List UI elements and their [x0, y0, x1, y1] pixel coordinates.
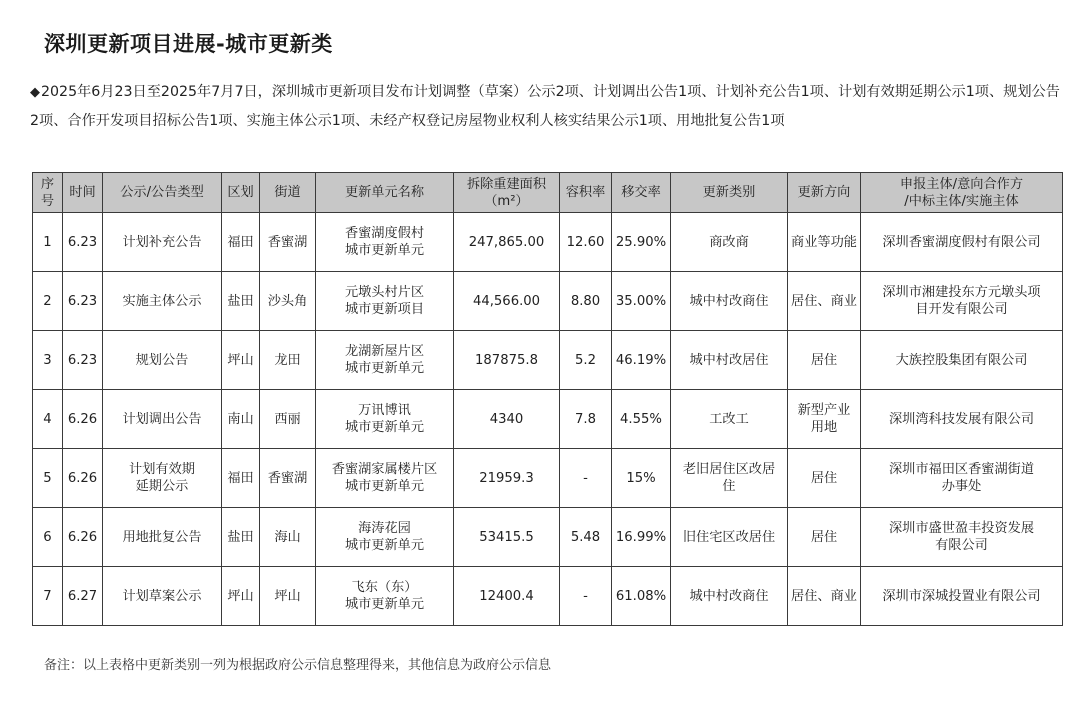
cell-direction	[788, 508, 861, 567]
header-subject	[861, 173, 1063, 213]
cell-type-text: 规划公告	[135, 352, 189, 368]
cell-transfer	[612, 213, 671, 272]
cell-category	[671, 331, 788, 390]
cell-subject-text: 深圳市福田区香蜜湖街道	[888, 462, 1035, 477]
cell-type	[103, 331, 222, 390]
cell-unit	[316, 272, 454, 331]
cell-category-text: 城中村改商住	[689, 588, 769, 604]
cell-area	[454, 390, 560, 449]
cell-unit	[316, 331, 454, 390]
cell-date	[63, 213, 103, 272]
cell-subject-text: 深圳湾科技发展有限公司	[888, 411, 1035, 427]
cell-transfer-text: 46.19%	[615, 352, 667, 368]
cell-subject-text: 深圳香蜜湖度假村有限公司	[882, 234, 1041, 250]
cell-far	[560, 331, 612, 390]
cell-type-text: 计划调出公告	[122, 411, 202, 427]
cell-district	[222, 567, 260, 626]
table-row	[33, 508, 1063, 567]
cell-type	[103, 272, 222, 331]
cell-category	[671, 213, 788, 272]
cell-unit-text: 龙湖新屋片区	[344, 344, 425, 359]
cell-direction-text: 居住、商业	[791, 293, 857, 309]
cell-far-text: 5.2	[575, 352, 596, 368]
cell-type	[103, 449, 222, 508]
cell-area-text: 12400.4	[479, 588, 534, 604]
cell-far	[560, 508, 612, 567]
cell-direction-text: 新型产业	[797, 403, 851, 418]
cell-district	[222, 331, 260, 390]
cell-unit-text: 海涛花园	[358, 521, 411, 536]
table-row	[33, 567, 1063, 626]
cell-unit	[316, 508, 454, 567]
cell-type-text: 计划有效期	[129, 462, 195, 477]
header-category: 更新类别	[671, 173, 788, 213]
cell-far	[560, 390, 612, 449]
cell-unit-text: 香蜜湖度假村	[344, 226, 425, 241]
cell-district	[222, 213, 260, 272]
page-title: 深圳更新项目进展-城市更新类	[44, 32, 333, 56]
cell-category	[671, 567, 788, 626]
cell-subject	[861, 449, 1063, 508]
cell-street	[260, 331, 316, 390]
cell-area	[454, 449, 560, 508]
cell-date-text: 6.26	[67, 411, 98, 427]
cell-date	[63, 508, 103, 567]
cell-date-text: 6.27	[67, 588, 98, 604]
cell-subject	[861, 213, 1063, 272]
cell-direction	[788, 331, 861, 390]
table-header-row	[33, 173, 1063, 213]
cell-district-text: 福田	[227, 470, 254, 486]
cell-far	[560, 213, 612, 272]
cell-street	[260, 567, 316, 626]
cell-date	[63, 567, 103, 626]
table-body	[33, 213, 1063, 626]
header-type: 公示/公告类型	[103, 173, 222, 213]
cell-no-text: 5	[43, 470, 52, 486]
cell-category-text: 旧住宅区改居住	[682, 529, 776, 545]
cell-transfer-text: 4.55%	[620, 411, 662, 427]
cell-unit-text: 元墩头村片区	[344, 285, 425, 300]
cell-subject	[861, 508, 1063, 567]
cell-street	[260, 272, 316, 331]
cell-category-text: 老旧居住区改居	[682, 462, 776, 477]
cell-category-text: 工改工	[709, 411, 749, 427]
header-area-line1: 拆除重建面积	[466, 176, 547, 192]
cell-far	[560, 567, 612, 626]
table-row	[33, 449, 1063, 508]
cell-no-text: 2	[43, 293, 52, 309]
cell-unit-text: 城市更新单元	[344, 243, 425, 258]
cell-type-text: 计划补充公告	[122, 234, 202, 250]
cell-date	[63, 272, 103, 331]
cell-far-text: -	[583, 470, 588, 486]
diamond-bullet-icon: ◆	[30, 85, 40, 100]
cell-direction	[788, 213, 861, 272]
cell-subject-text: 有限公司	[935, 538, 988, 553]
cell-no	[33, 567, 63, 626]
cell-date-text: 6.26	[67, 529, 98, 545]
header-unit: 更新单元名称	[316, 173, 454, 213]
header-area-line2: （m²）	[484, 193, 529, 209]
cell-area-text: 4340	[489, 411, 524, 427]
cell-unit-text: 城市更新单元	[344, 479, 425, 494]
cell-area	[454, 331, 560, 390]
cell-area-text: 53415.5	[479, 529, 534, 545]
cell-direction	[788, 272, 861, 331]
cell-date	[63, 449, 103, 508]
cell-unit-text: 城市更新项目	[344, 302, 425, 317]
cell-district-text: 坪山	[227, 588, 254, 604]
cell-no-text: 7	[43, 588, 52, 604]
cell-direction	[788, 390, 861, 449]
cell-transfer-text: 61.08%	[615, 588, 667, 604]
cell-far-text: -	[583, 588, 588, 604]
cell-no	[33, 390, 63, 449]
cell-unit-text: 城市更新单元	[344, 361, 425, 376]
cell-street	[260, 213, 316, 272]
cell-unit-text: 万讯博讯	[358, 403, 411, 418]
cell-area-text: 21959.3	[479, 470, 534, 486]
header-no: 序号	[33, 173, 63, 213]
cell-unit-text: 飞东（东）	[351, 580, 418, 595]
table-row	[33, 213, 1063, 272]
cell-transfer-text: 16.99%	[615, 529, 667, 545]
cell-no-text: 3	[43, 352, 52, 368]
cell-far-text: 12.60	[566, 234, 605, 250]
cell-street-text: 沙头角	[267, 293, 308, 309]
cell-far-text: 8.80	[570, 293, 601, 309]
cell-category-text: 商改商	[709, 234, 749, 250]
cell-transfer-text: 35.00%	[615, 293, 667, 309]
header-street: 街道	[260, 173, 316, 213]
header-district: 区划	[222, 173, 260, 213]
cell-transfer	[612, 390, 671, 449]
cell-subject	[861, 390, 1063, 449]
cell-district-text: 盐田	[227, 529, 254, 545]
cell-area	[454, 213, 560, 272]
cell-unit	[316, 213, 454, 272]
cell-far-text: 5.48	[570, 529, 601, 545]
cell-date-text: 6.23	[67, 352, 98, 368]
cell-subject	[861, 567, 1063, 626]
cell-category-text: 城中村改商住	[689, 293, 769, 309]
cell-district-text: 坪山	[227, 352, 254, 368]
cell-subject	[861, 331, 1063, 390]
cell-no-text: 1	[43, 234, 52, 250]
cell-date-text: 6.23	[67, 234, 98, 250]
cell-no	[33, 508, 63, 567]
cell-category	[671, 508, 788, 567]
cell-transfer	[612, 272, 671, 331]
cell-street	[260, 390, 316, 449]
cell-transfer	[612, 567, 671, 626]
cell-date-text: 6.23	[67, 293, 98, 309]
cell-district	[222, 449, 260, 508]
cell-no	[33, 449, 63, 508]
cell-area	[454, 272, 560, 331]
header-area	[454, 173, 560, 213]
cell-transfer-text: 25.90%	[615, 234, 667, 250]
cell-no-text: 4	[43, 411, 52, 427]
cell-area-text: 44,566.00	[472, 293, 541, 309]
cell-subject-text: 深圳市湘建投东方元墩头项	[882, 285, 1041, 300]
cell-district	[222, 390, 260, 449]
cell-area-text: 247,865.00	[468, 234, 545, 250]
cell-no	[33, 331, 63, 390]
cell-unit	[316, 449, 454, 508]
cell-subject-text: 深圳市盛世盈丰投资发展	[888, 521, 1035, 536]
cell-street	[260, 508, 316, 567]
cell-type	[103, 390, 222, 449]
cell-district	[222, 508, 260, 567]
cell-transfer	[612, 508, 671, 567]
cell-direction-text: 用地	[810, 420, 838, 435]
cell-far-text: 7.8	[575, 411, 596, 427]
cell-area-text: 187875.8	[475, 352, 538, 368]
cell-district-text: 盐田	[227, 293, 254, 309]
cell-direction-text: 居住、商业	[791, 588, 857, 604]
cell-date-text: 6.26	[67, 470, 98, 486]
cell-unit-text: 城市更新单元	[344, 597, 425, 612]
cell-type-text: 延期公示	[135, 479, 189, 494]
cell-district-text: 福田	[227, 234, 254, 250]
cell-area	[454, 567, 560, 626]
cell-subject-text: 大族控股集团有限公司	[895, 352, 1028, 368]
footnote: 备注：以上表格中更新类别一列为根据政府公示信息整理得来，其他信息为政府公示信息	[44, 658, 552, 673]
cell-unit	[316, 567, 454, 626]
cell-street-text: 坪山	[274, 588, 301, 604]
cell-type	[103, 213, 222, 272]
cell-category	[671, 390, 788, 449]
cell-street	[260, 449, 316, 508]
cell-direction	[788, 449, 861, 508]
cell-street-text: 香蜜湖	[267, 470, 308, 486]
cell-type-text: 实施主体公示	[122, 293, 202, 309]
cell-subject-text: 办事处	[941, 479, 982, 494]
cell-direction-text: 商业等功能	[791, 234, 857, 250]
cell-transfer	[612, 449, 671, 508]
cell-date	[63, 390, 103, 449]
header-subject-line2: /中标主体/实施主体	[904, 193, 1019, 209]
cell-district	[222, 272, 260, 331]
cell-direction-text: 居住	[810, 529, 838, 545]
cell-subject-text: 目开发有限公司	[915, 302, 1008, 317]
cell-street-text: 香蜜湖	[267, 234, 308, 250]
header-far: 容积率	[560, 173, 612, 213]
cell-area	[454, 508, 560, 567]
cell-far	[560, 272, 612, 331]
cell-transfer	[612, 331, 671, 390]
cell-type-text: 用地批复公告	[122, 529, 202, 545]
cell-street-text: 海山	[274, 529, 301, 545]
cell-category-text: 住	[722, 479, 736, 494]
cell-subject-text: 深圳市深城投置业有限公司	[882, 588, 1041, 604]
cell-no-text: 6	[43, 529, 52, 545]
cell-street-text: 龙田	[274, 352, 301, 368]
cell-far	[560, 449, 612, 508]
table-row	[33, 272, 1063, 331]
header-direction: 更新方向	[788, 173, 861, 213]
summary-text: 2025年6月23日至2025年7月7日，深圳城市更新项目发布计划调整（草案）公示2项、计划调出公告1项、计划补充公告1项、计划有效期延期公示1项、规划公告2项、合作开发项目招标公告1项、实施主体公示1项、未经产权登记房屋物业权利人核实结果公示1项、用地批复公告1项	[30, 84, 1060, 129]
cell-type-text: 计划草案公示	[122, 588, 202, 604]
cell-category-text: 城中村改居住	[689, 352, 769, 368]
cell-direction-text: 居住	[810, 352, 838, 368]
cell-no	[33, 213, 63, 272]
cell-unit	[316, 390, 454, 449]
header-transfer: 移交率	[612, 173, 671, 213]
cell-type	[103, 567, 222, 626]
cell-unit-text: 香蜜湖家属楼片区	[331, 462, 438, 477]
cell-direction	[788, 567, 861, 626]
cell-direction-text: 居住	[810, 470, 838, 486]
header-date: 时间	[63, 173, 103, 213]
cell-no	[33, 272, 63, 331]
table-row	[33, 331, 1063, 390]
projects-table	[32, 172, 1063, 626]
cell-subject	[861, 272, 1063, 331]
cell-date	[63, 331, 103, 390]
cell-category	[671, 449, 788, 508]
cell-type	[103, 508, 222, 567]
table-row	[33, 390, 1063, 449]
cell-street-text: 西丽	[274, 411, 301, 427]
header-subject-line1: 申报主体/意向合作方	[899, 176, 1024, 192]
cell-category	[671, 272, 788, 331]
cell-unit-text: 城市更新单元	[344, 538, 425, 553]
summary-paragraph	[30, 78, 1060, 135]
cell-unit-text: 城市更新单元	[344, 420, 425, 435]
cell-transfer-text: 15%	[626, 470, 656, 486]
cell-district-text: 南山	[227, 411, 254, 427]
